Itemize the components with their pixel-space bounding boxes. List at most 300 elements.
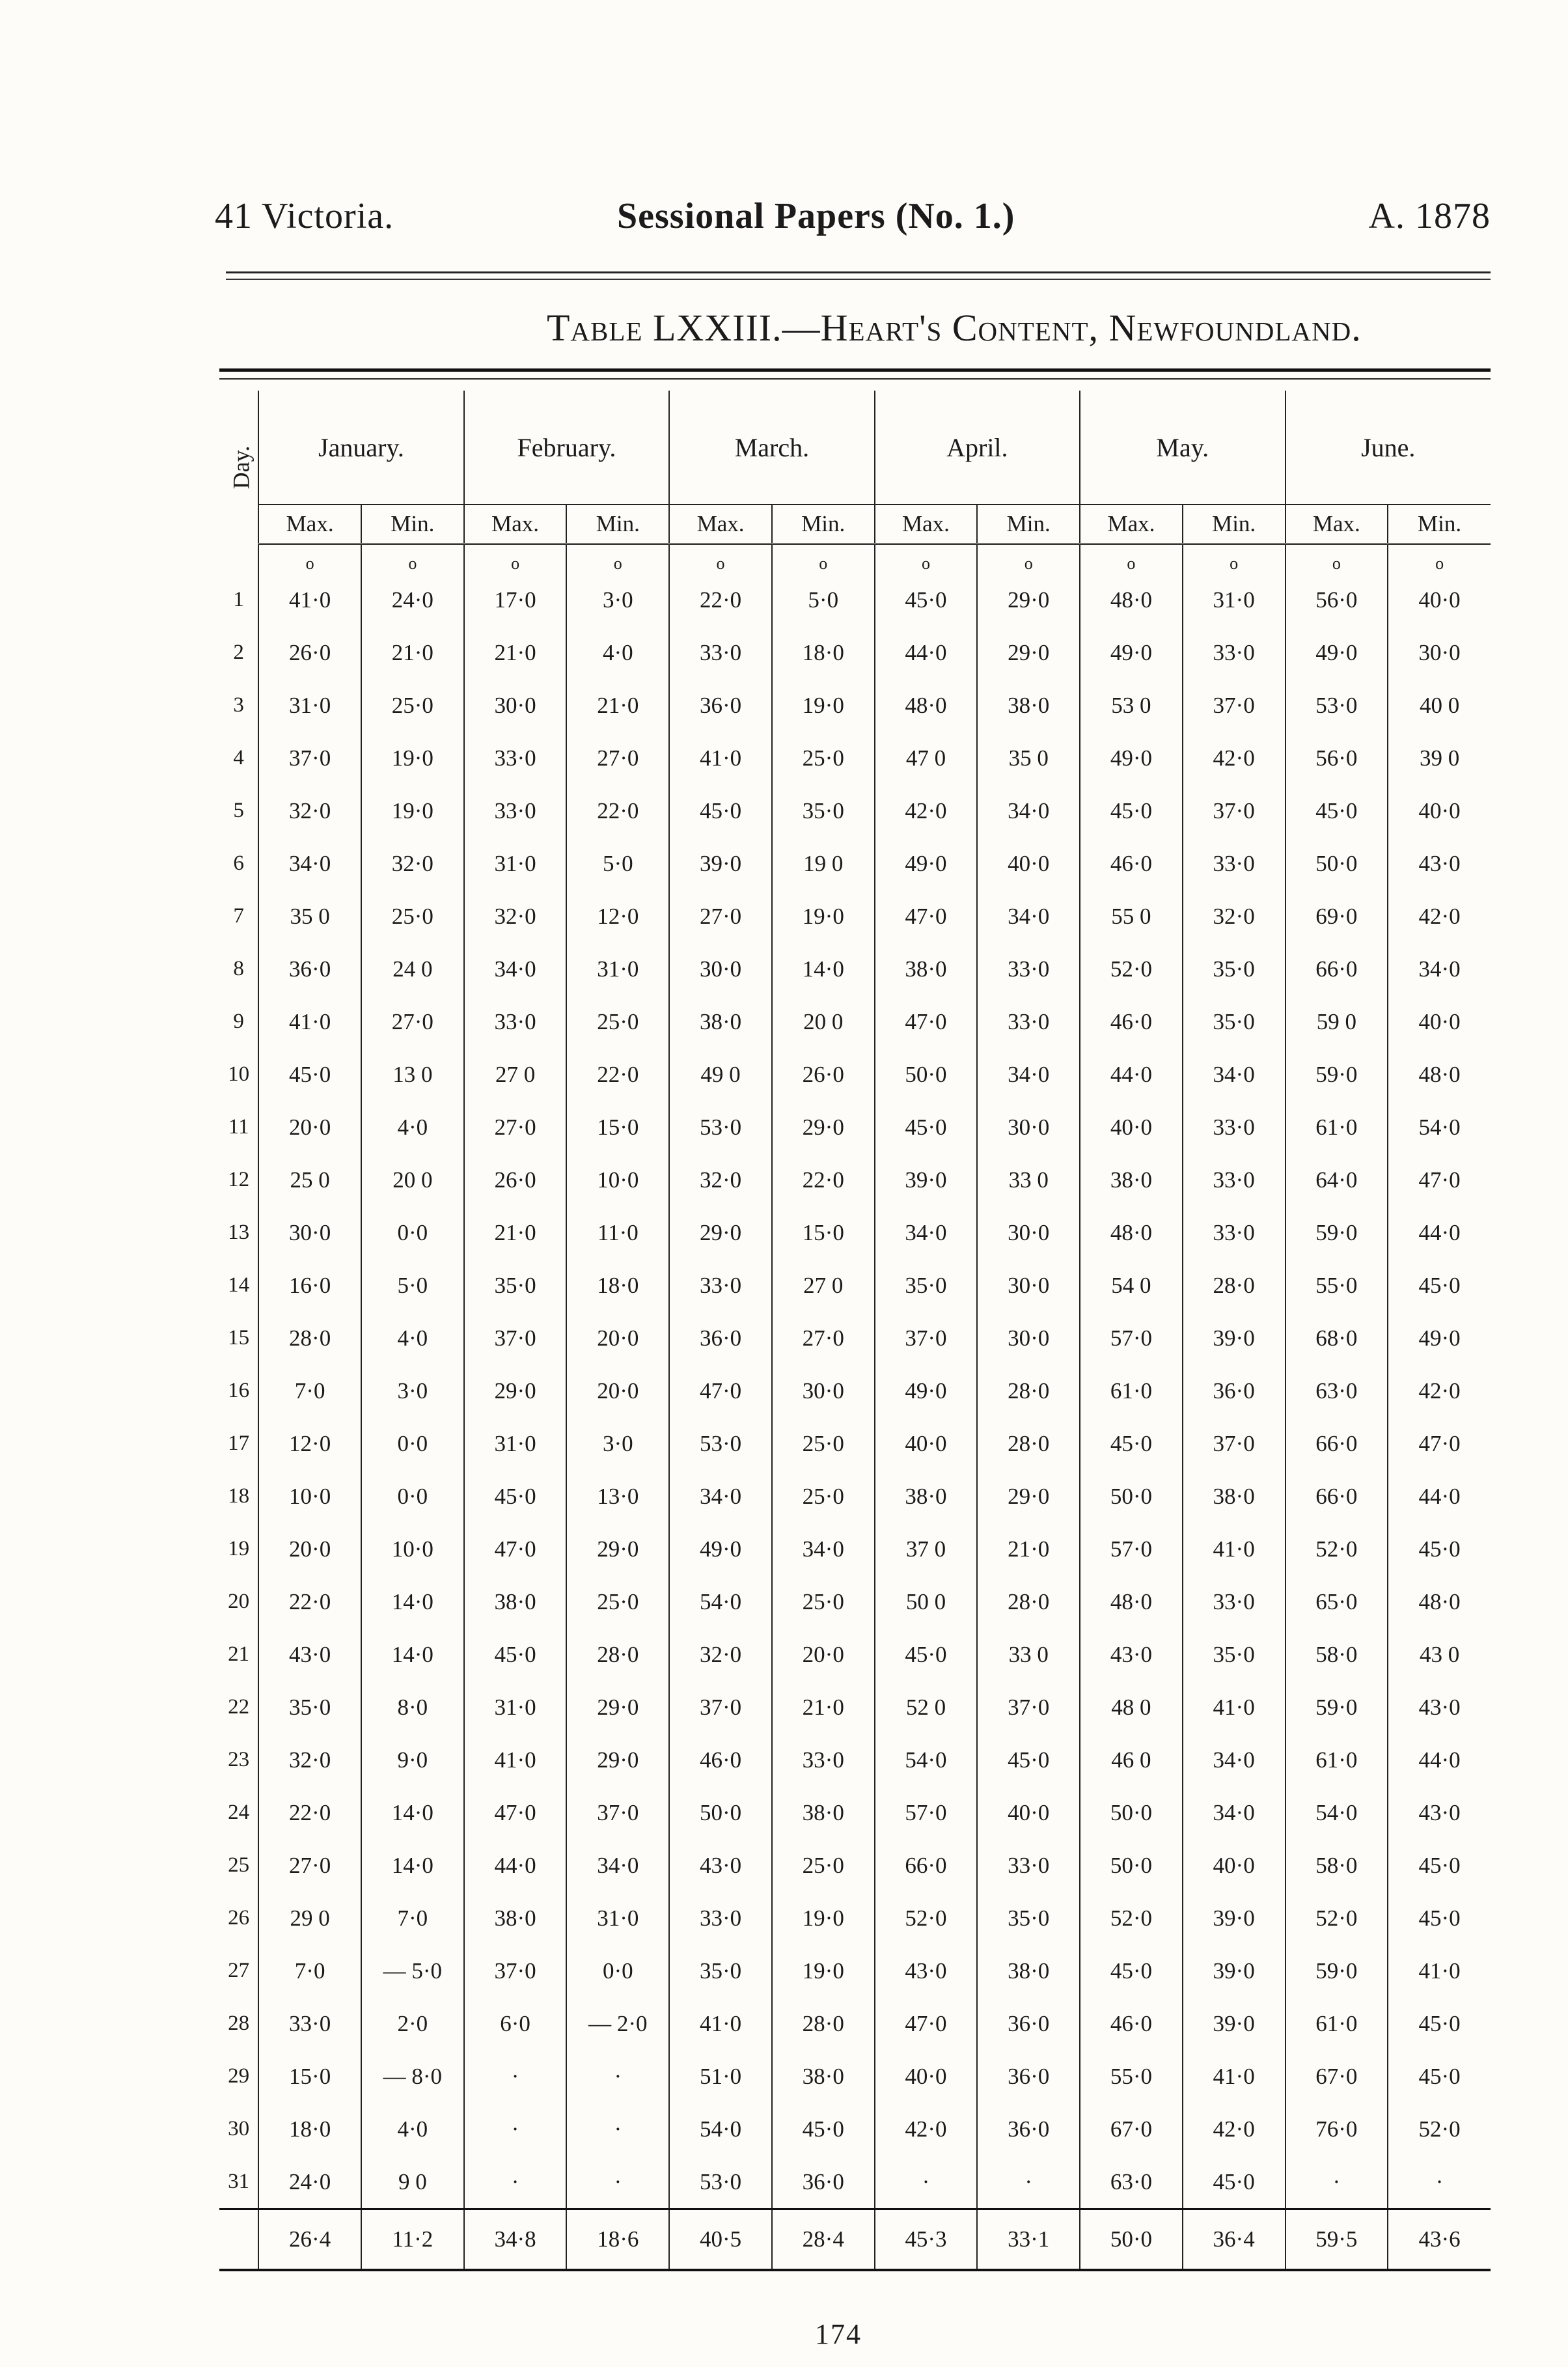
table-row: [219, 1154, 1491, 1206]
month-header: May.: [1080, 391, 1285, 505]
min-value: 22·0: [772, 1154, 875, 1206]
min-value: 20 0: [361, 1154, 464, 1206]
page-header: [195, 195, 1491, 247]
day-number: 23: [219, 1734, 258, 1786]
max-value: 32·0: [258, 1734, 361, 1786]
min-value: 45·0: [1388, 2050, 1491, 2103]
max-value: 29·0: [669, 1206, 772, 1259]
min-value: — 8·0: [361, 2050, 464, 2103]
min-value: 20·0: [772, 1628, 875, 1681]
max-value: 37·0: [669, 1681, 772, 1734]
max-value: 59·0: [1286, 1206, 1388, 1259]
min-value: 39 0: [1388, 732, 1491, 784]
min-value: 10·0: [361, 1523, 464, 1575]
max-value: 49·0: [875, 837, 978, 890]
day-number: 24: [219, 1786, 258, 1839]
max-value: 67·0: [1286, 2050, 1388, 2103]
min-value: 22·0: [566, 1048, 669, 1101]
header-session: 41 Victoria.: [215, 196, 394, 236]
max-value: 47·0: [875, 995, 978, 1048]
table-body: [219, 544, 1491, 2271]
max-value: 31·0: [464, 1417, 567, 1470]
min-value: 47·0: [1388, 1417, 1491, 1470]
degree-mark: o: [361, 544, 464, 574]
min-value: 43 0: [1388, 1628, 1491, 1681]
max-value: 35·0: [669, 1945, 772, 1997]
day-number: 3: [219, 679, 258, 732]
min-value: 30·0: [977, 1312, 1080, 1364]
max-value: 45·0: [1286, 784, 1388, 837]
max-value: 43·0: [258, 1628, 361, 1681]
min-value: 42·0: [1388, 890, 1491, 943]
table-row: [219, 2050, 1491, 2103]
min-value: 35·0: [772, 784, 875, 837]
max-value: 61·0: [1080, 1364, 1183, 1417]
max-value: 33·0: [669, 1892, 772, 1945]
min-value: 7·0: [361, 1892, 464, 1945]
max-value: 64·0: [1286, 1154, 1388, 1206]
min-value: 20·0: [566, 1364, 669, 1417]
min-value: 33·0: [977, 1839, 1080, 1892]
mean-max: 34·8: [464, 2209, 567, 2271]
mean-max: 26·4: [258, 2209, 361, 2271]
max-value: 38·0: [1080, 1154, 1183, 1206]
max-value: 37 0: [875, 1523, 978, 1575]
min-value: 4·0: [361, 1312, 464, 1364]
max-value: 37·0: [875, 1312, 978, 1364]
degree-mark: o: [875, 544, 978, 574]
table-row: [219, 679, 1491, 732]
max-value: 22·0: [669, 574, 772, 626]
max-value: 7·0: [258, 1364, 361, 1417]
max-value: 33·0: [258, 1997, 361, 2050]
max-value: 58·0: [1286, 1628, 1388, 1681]
title-rule-thin: [219, 378, 1491, 380]
max-value: 49·0: [669, 1523, 772, 1575]
min-value: 4·0: [566, 626, 669, 679]
day-number: 1: [219, 574, 258, 626]
min-value: 34·0: [977, 784, 1080, 837]
max-value: 49·0: [875, 1364, 978, 1417]
min-value: 33·0: [977, 995, 1080, 1048]
min-value: 25·0: [566, 995, 669, 1048]
day-number: 16: [219, 1364, 258, 1417]
max-value: 46 0: [1080, 1734, 1183, 1786]
degree-mark: o: [669, 544, 772, 574]
mean-min: 43·6: [1388, 2209, 1491, 2271]
max-value: 38·0: [464, 1575, 567, 1628]
max-value: 31·0: [464, 837, 567, 890]
max-value: 52·0: [1286, 1892, 1388, 1945]
month-header: April.: [875, 391, 1080, 505]
min-value: 52·0: [1388, 2103, 1491, 2155]
table-row: [219, 1734, 1491, 1786]
max-value: 18·0: [258, 2103, 361, 2155]
min-value: 54·0: [1388, 1101, 1491, 1154]
min-value: ·: [1388, 2155, 1491, 2209]
table-row: [219, 2103, 1491, 2155]
day-number: 9: [219, 995, 258, 1048]
min-header: Min.: [772, 505, 875, 544]
min-value: 39·0: [1183, 1892, 1286, 1945]
max-value: 47·0: [875, 890, 978, 943]
min-value: 19·0: [361, 732, 464, 784]
max-value: 28·0: [258, 1312, 361, 1364]
day-number: 14: [219, 1259, 258, 1312]
day-number: 10: [219, 1048, 258, 1101]
max-value: 37·0: [464, 1945, 567, 1997]
max-value: 45·0: [669, 784, 772, 837]
max-value: 27·0: [258, 1839, 361, 1892]
min-value: 29·0: [977, 626, 1080, 679]
table-row: [219, 784, 1491, 837]
min-value: 21·0: [361, 626, 464, 679]
max-value: 41·0: [669, 732, 772, 784]
min-value: 35 0: [977, 732, 1080, 784]
month-header: March.: [669, 391, 874, 505]
min-value: 45·0: [1388, 1523, 1491, 1575]
min-value: 45·0: [1388, 1839, 1491, 1892]
day-number: 17: [219, 1417, 258, 1470]
degree-mark: o: [1286, 544, 1388, 574]
min-value: 3·0: [566, 574, 669, 626]
max-value: 48·0: [875, 679, 978, 732]
max-value: 21·0: [464, 1206, 567, 1259]
max-value: 33·0: [669, 1259, 772, 1312]
max-value: 35·0: [875, 1259, 978, 1312]
max-value: 48 0: [1080, 1681, 1183, 1734]
max-value: 30·0: [258, 1206, 361, 1259]
max-value: 47·0: [464, 1523, 567, 1575]
min-value: 35·0: [1183, 995, 1286, 1048]
min-value: 29·0: [566, 1681, 669, 1734]
min-value: 42·0: [1183, 2103, 1286, 2155]
min-value: 19 0: [772, 837, 875, 890]
min-value: 38·0: [977, 1945, 1080, 1997]
min-value: 8·0: [361, 1681, 464, 1734]
max-value: 40·0: [1080, 1101, 1183, 1154]
min-value: 43·0: [1388, 837, 1491, 890]
min-value: 19·0: [361, 784, 464, 837]
table-row: [219, 995, 1491, 1048]
min-value: 36·0: [977, 1997, 1080, 2050]
min-header: Min.: [977, 505, 1080, 544]
min-value: ·: [566, 2155, 669, 2209]
table-row: [219, 1997, 1491, 2050]
max-value: 76·0: [1286, 2103, 1388, 2155]
max-value: 32·0: [464, 890, 567, 943]
max-value: 55 0: [1080, 890, 1183, 943]
min-value: 34·0: [1183, 1048, 1286, 1101]
max-value: 66·0: [1286, 943, 1388, 995]
min-value: 37·0: [1183, 1417, 1286, 1470]
max-value: 49·0: [1286, 626, 1388, 679]
degree-mark: o: [1080, 544, 1183, 574]
min-value: 43·0: [1388, 1786, 1491, 1839]
max-value: 38·0: [669, 995, 772, 1048]
max-header: Max.: [875, 505, 978, 544]
min-value: 26·0: [772, 1048, 875, 1101]
day-number: 2: [219, 626, 258, 679]
max-value: 34·0: [464, 943, 567, 995]
max-value: 22·0: [258, 1786, 361, 1839]
max-value: 53·0: [1286, 679, 1388, 732]
max-value: 39·0: [669, 837, 772, 890]
max-value: 26·0: [258, 626, 361, 679]
max-header: Max.: [1286, 505, 1388, 544]
max-value: 69·0: [1286, 890, 1388, 943]
min-value: 36·0: [772, 2155, 875, 2209]
min-value: 43·0: [1388, 1681, 1491, 1734]
min-value: 34·0: [566, 1839, 669, 1892]
max-value: 37·0: [258, 732, 361, 784]
max-value: 33·0: [464, 732, 567, 784]
min-value: 45·0: [1183, 2155, 1286, 2209]
min-value: 34·0: [1183, 1786, 1286, 1839]
min-value: 33·0: [977, 943, 1080, 995]
table-row: [219, 1470, 1491, 1523]
min-value: 27·0: [566, 732, 669, 784]
mean-min: 28·4: [772, 2209, 875, 2271]
max-value: 45·0: [875, 1101, 978, 1154]
min-value: 25·0: [361, 890, 464, 943]
min-value: 28·0: [977, 1364, 1080, 1417]
max-value: 58·0: [1286, 1839, 1388, 1892]
min-value: 36·0: [977, 2050, 1080, 2103]
table-row: [219, 1206, 1491, 1259]
max-value: 65·0: [1286, 1575, 1388, 1628]
min-value: 27·0: [361, 995, 464, 1048]
max-value: 59·0: [1286, 1945, 1388, 1997]
min-value: 28·0: [977, 1575, 1080, 1628]
min-value: 30·0: [977, 1259, 1080, 1312]
min-value: 14·0: [361, 1786, 464, 1839]
max-value: 16·0: [258, 1259, 361, 1312]
max-value: 66·0: [1286, 1417, 1388, 1470]
min-value: 14·0: [361, 1575, 464, 1628]
min-value: 9·0: [361, 1734, 464, 1786]
max-value: 45·0: [258, 1048, 361, 1101]
min-value: 15·0: [566, 1101, 669, 1154]
mean-max: 45·3: [875, 2209, 978, 2271]
min-value: 0·0: [566, 1945, 669, 1997]
min-value: 41·0: [1183, 1523, 1286, 1575]
max-header: Max.: [669, 505, 772, 544]
header-rule-thin: [226, 279, 1491, 280]
max-value: 63·0: [1286, 1364, 1388, 1417]
max-value: 53·0: [669, 2155, 772, 2209]
max-value: 36·0: [669, 679, 772, 732]
page-number: 174: [815, 2318, 862, 2350]
min-value: 48·0: [1388, 1048, 1491, 1101]
max-value: 30·0: [669, 943, 772, 995]
min-value: 21·0: [772, 1681, 875, 1734]
max-value: 34·0: [669, 1470, 772, 1523]
min-value: 13 0: [361, 1048, 464, 1101]
min-value: 45·0: [977, 1734, 1080, 1786]
header-rule: [226, 271, 1491, 273]
max-value: 45·0: [464, 1470, 567, 1523]
min-value: 39·0: [1183, 1945, 1286, 1997]
max-value: 57·0: [1080, 1523, 1183, 1575]
subheader-row: [219, 505, 1491, 544]
min-value: 10·0: [566, 1154, 669, 1206]
min-value: 14·0: [361, 1839, 464, 1892]
table-row: [219, 1312, 1491, 1364]
max-value: 40·0: [875, 1417, 978, 1470]
min-value: 40·0: [1388, 784, 1491, 837]
max-value: 7·0: [258, 1945, 361, 1997]
max-value: 35 0: [258, 890, 361, 943]
max-value: 27·0: [464, 1101, 567, 1154]
max-value: 48·0: [1080, 574, 1183, 626]
degree-row: [219, 544, 1491, 574]
min-value: 33 0: [977, 1154, 1080, 1206]
max-value: 52·0: [1080, 943, 1183, 995]
day-number: 11: [219, 1101, 258, 1154]
max-header: Max.: [1080, 505, 1183, 544]
min-value: 45·0: [1388, 1892, 1491, 1945]
min-value: 34·0: [977, 1048, 1080, 1101]
min-value: 27 0: [772, 1259, 875, 1312]
max-value: 43·0: [669, 1839, 772, 1892]
max-value: 31·0: [258, 679, 361, 732]
max-value: 49·0: [1080, 732, 1183, 784]
min-value: 45·0: [1388, 1259, 1491, 1312]
min-value: 40 0: [1388, 679, 1491, 732]
min-value: 37·0: [977, 1681, 1080, 1734]
max-value: 57·0: [1080, 1312, 1183, 1364]
max-value: 50·0: [1080, 1839, 1183, 1892]
max-value: 34·0: [258, 837, 361, 890]
min-value: 36·0: [977, 2103, 1080, 2155]
min-value: 33·0: [1183, 837, 1286, 890]
max-value: 63·0: [1080, 2155, 1183, 2209]
min-value: 32·0: [361, 837, 464, 890]
max-value: 53 0: [1080, 679, 1183, 732]
max-value: 52 0: [875, 1681, 978, 1734]
day-number: 19: [219, 1523, 258, 1575]
max-value: 35·0: [464, 1259, 567, 1312]
max-value: 54·0: [669, 2103, 772, 2155]
min-value: 3·0: [566, 1417, 669, 1470]
max-value: 45·0: [464, 1628, 567, 1681]
max-value: 6·0: [464, 1997, 567, 2050]
min-value: ·: [566, 2050, 669, 2103]
max-value: 20·0: [258, 1101, 361, 1154]
min-value: 31·0: [1183, 574, 1286, 626]
min-value: 27·0: [772, 1312, 875, 1364]
min-value: 20 0: [772, 995, 875, 1048]
min-header: Min.: [361, 505, 464, 544]
table-row: [219, 1575, 1491, 1628]
max-value: 44·0: [464, 1839, 567, 1892]
min-value: 41·0: [1183, 1681, 1286, 1734]
title-rule: [219, 368, 1491, 372]
day-number: 18: [219, 1470, 258, 1523]
max-value: 52·0: [875, 1892, 978, 1945]
max-value: 47 0: [875, 732, 978, 784]
max-value: 34·0: [875, 1206, 978, 1259]
min-value: 41·0: [1183, 2050, 1286, 2103]
max-value: 50·0: [1080, 1786, 1183, 1839]
min-value: 24·0: [361, 574, 464, 626]
max-value: 38·0: [464, 1892, 567, 1945]
min-value: 25·0: [566, 1575, 669, 1628]
min-value: 19·0: [772, 890, 875, 943]
min-value: 4·0: [361, 1101, 464, 1154]
min-value: 30·0: [977, 1206, 1080, 1259]
min-value: 34·0: [772, 1523, 875, 1575]
max-value: 37·0: [464, 1312, 567, 1364]
day-number: 30: [219, 2103, 258, 2155]
min-header: Min.: [1388, 505, 1491, 544]
min-value: 14·0: [361, 1628, 464, 1681]
day-number: 26: [219, 1892, 258, 1945]
min-value: 25·0: [772, 1839, 875, 1892]
month-header: January.: [258, 391, 463, 505]
min-value: 38·0: [977, 679, 1080, 732]
max-value: 27·0: [669, 890, 772, 943]
table-title: Table LXXIII.—Heart's Content, Newfoundland.: [547, 307, 1362, 349]
max-value: 50 0: [875, 1575, 978, 1628]
max-value: ·: [464, 2155, 567, 2209]
max-value: 31·0: [464, 1681, 567, 1734]
max-value: 43·0: [875, 1945, 978, 1997]
max-value: 40·0: [875, 2050, 978, 2103]
min-header: Min.: [566, 505, 669, 544]
max-value: 46·0: [1080, 995, 1183, 1048]
min-value: 4·0: [361, 2103, 464, 2155]
max-value: 56·0: [1286, 574, 1388, 626]
table-row: [219, 1892, 1491, 1945]
max-value: 61·0: [1286, 1997, 1388, 2050]
max-value: 52·0: [1080, 1892, 1183, 1945]
min-value: 35·0: [977, 1892, 1080, 1945]
min-value: 20·0: [566, 1312, 669, 1364]
min-value: 38·0: [1183, 1470, 1286, 1523]
min-value: 2·0: [361, 1997, 464, 2050]
min-value: 34·0: [1183, 1734, 1286, 1786]
day-number: 22: [219, 1681, 258, 1734]
table-row: [219, 1786, 1491, 1839]
max-value: 41·0: [669, 1997, 772, 2050]
max-value: 39·0: [875, 1154, 978, 1206]
min-value: 29·0: [977, 574, 1080, 626]
min-value: 34·0: [977, 890, 1080, 943]
max-value: 67·0: [1080, 2103, 1183, 2155]
max-value: 51·0: [669, 2050, 772, 2103]
min-value: 35·0: [1183, 943, 1286, 995]
min-value: 29·0: [772, 1101, 875, 1154]
min-value: 42·0: [1183, 732, 1286, 784]
day-number: 12: [219, 1154, 258, 1206]
max-value: 43·0: [1080, 1628, 1183, 1681]
min-value: 37·0: [1183, 679, 1286, 732]
min-value: 29·0: [566, 1734, 669, 1786]
max-value: 33·0: [464, 995, 567, 1048]
min-value: 28·0: [977, 1417, 1080, 1470]
mean-min: 18·6: [566, 2209, 669, 2271]
min-value: 25·0: [772, 732, 875, 784]
max-value: 55·0: [1286, 1259, 1388, 1312]
max-header: Max.: [258, 505, 361, 544]
min-value: 44·0: [1388, 1206, 1491, 1259]
table-row: [219, 1628, 1491, 1681]
min-value: 18·0: [566, 1259, 669, 1312]
max-value: 47·0: [875, 1997, 978, 2050]
day-number: 27: [219, 1945, 258, 1997]
